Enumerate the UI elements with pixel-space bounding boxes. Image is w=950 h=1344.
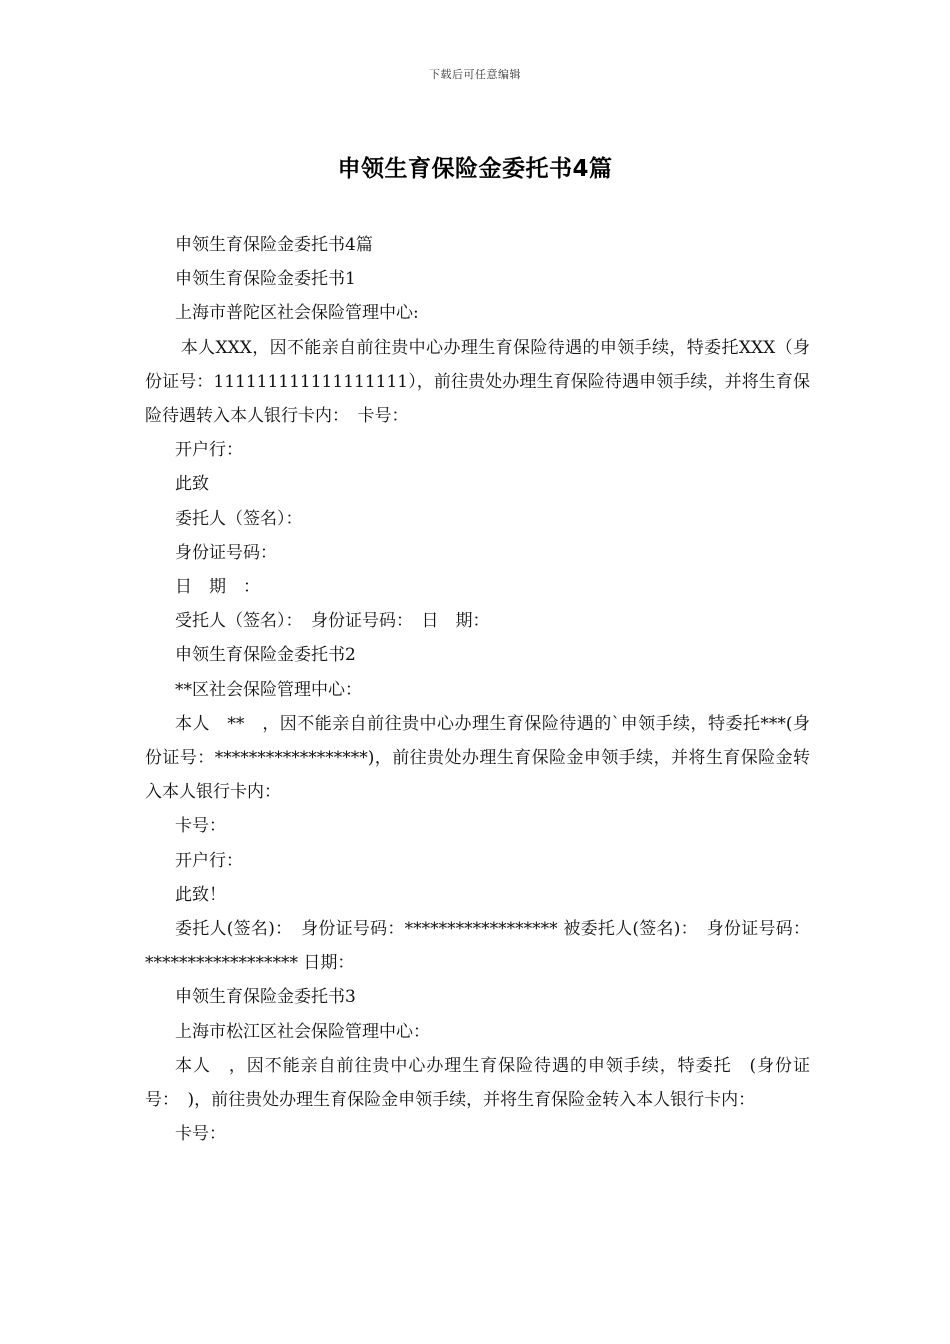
paragraph-heading: 申领生育保险金委托书4篇 bbox=[175, 235, 373, 255]
document-body bbox=[145, 228, 810, 1151]
paragraph-body-3: 本人 ，因不能亲自前往贵中心办理生育保险待遇的申领手续，特委托 (身份证号： )，前往贵处办理生育保险金申领手续，并将生育保险金转入本人银行卡内： bbox=[145, 1055, 810, 1111]
paragraph-body-2: 本人 ** ，因不能亲自前往贵中心办理生育保险待遇的`申领手续，特委托***(身份证号：******************)，前往贵处办理生育保险金申领手续，并将生育保险金转入本人银行卡内： bbox=[145, 713, 810, 803]
paragraph-recipient-1: 上海市普陀区社会保险管理中心: bbox=[175, 303, 419, 324]
paragraph-bank-1: 开户行： bbox=[175, 440, 243, 461]
document-title: 申领生育保险金委托书4篇 bbox=[337, 156, 613, 182]
paragraph-id-number-1: 身份证号码： bbox=[175, 542, 277, 563]
paragraph-letter-1-title: 申领生育保险金委托书1 bbox=[175, 269, 356, 290]
paragraph-bank-2: 开户行： bbox=[175, 850, 243, 871]
paragraph-letter-3-title: 申领生育保险金委托书3 bbox=[175, 987, 356, 1008]
paragraph-closing-1: 此致 bbox=[175, 474, 209, 495]
paragraph-recipient-2: **区社会保险管理中心： bbox=[175, 679, 362, 700]
header-note: 下载后可任意编辑 bbox=[429, 68, 521, 81]
paragraph-body-1: 本人XXX，因不能亲自前往贵中心办理生育保险待遇的申领手续，特委托XXX（身份证号：111111111111111111），前往贵处办理生育保险待遇申领手续，并将生育保险待遇转入本人银行卡内： 卡号： bbox=[145, 337, 810, 427]
paragraph-signatures-2: 委托人(签名)： 身份证号码：****************** 被委托人(签名)： 身份证号码：****************** 日期： bbox=[145, 919, 810, 974]
paragraph-closing-2: 此致！ bbox=[175, 884, 226, 905]
paragraph-principal-signature-1: 委托人（签名）： bbox=[175, 508, 303, 529]
paragraph-recipient-3: 上海市松江区社会保险管理中心： bbox=[175, 1021, 430, 1042]
paragraph-agent-signature-1: 受托人（签名）： 身份证号码： 日 期： bbox=[175, 611, 490, 632]
paragraph-letter-2-title: 申领生育保险金委托书2 bbox=[175, 645, 356, 666]
paragraph-date-1: 日 期 ： bbox=[175, 577, 260, 598]
paragraph-card-number-2: 卡号： bbox=[175, 816, 226, 837]
paragraph-card-number-3: 卡号： bbox=[175, 1124, 226, 1145]
